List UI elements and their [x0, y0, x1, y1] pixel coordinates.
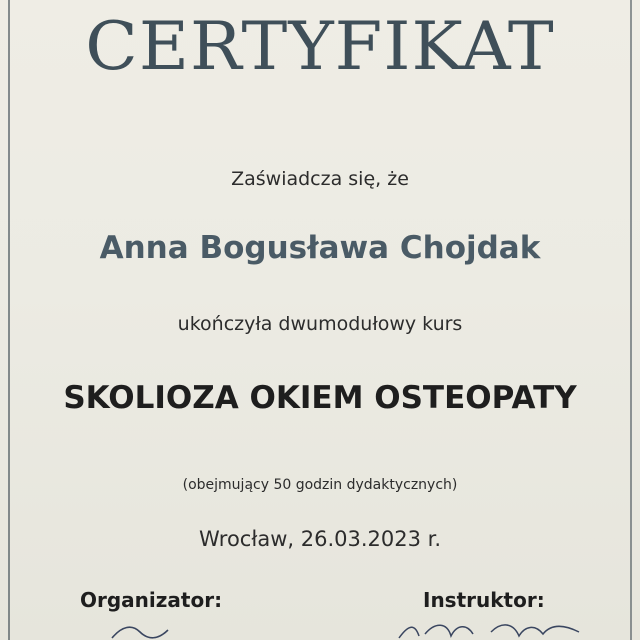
recipient-name: Anna Bogusława Chojdak — [99, 230, 541, 266]
organizer-signature — [110, 618, 170, 640]
certificate-title: CERTYFIKAT — [85, 8, 555, 85]
completion-text: ukończyła dwumodułowy kurs — [177, 313, 463, 335]
attestation-text: Zaświadcza się, że — [231, 168, 409, 190]
course-name: SKOLIOZA OKIEM OSTEOPATY — [63, 380, 577, 416]
place-and-date: Wrocław, 26.03.2023 r. — [198, 527, 442, 551]
instructor-signature — [395, 620, 585, 640]
course-hours: (obejmujący 50 godzin dydaktycznych) — [182, 477, 458, 493]
organizer-label: Organizator: — [80, 588, 223, 612]
instructor-label: Instruktor: — [423, 588, 545, 612]
